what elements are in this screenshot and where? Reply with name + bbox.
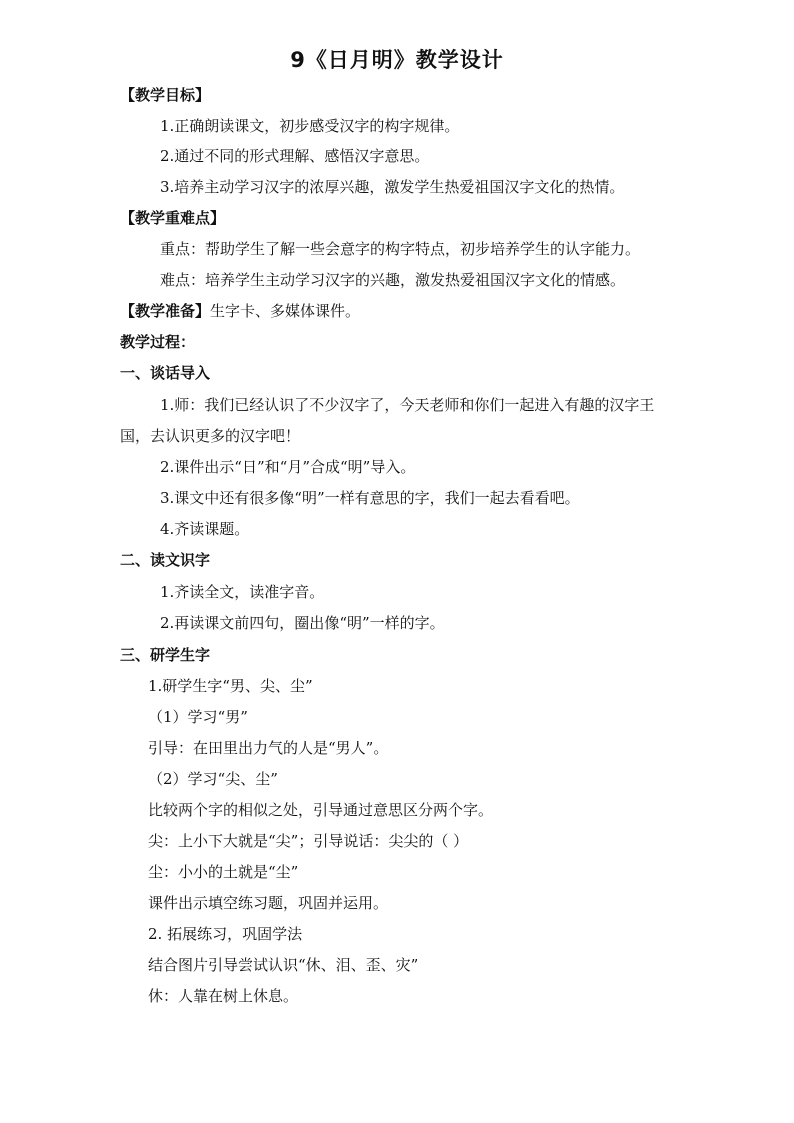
section3-item: （1）学习“男” xyxy=(148,708,248,726)
section3-item: 1.研学生字“男、尖、尘” xyxy=(148,677,313,695)
key-points-heading: 【教学重难点】 xyxy=(120,209,226,227)
objective-item: 2.通过不同的形式理解、感悟汉字意思。 xyxy=(160,147,430,165)
section1-item: 国，去认识更多的汉字吧！ xyxy=(120,427,301,445)
section3-heading: 三、研学生字 xyxy=(120,646,211,664)
page-title: 9《日月明》教学设计 xyxy=(290,48,504,72)
section1-item: 1.师：我们已经认识了不少汉字了，今天老师和你们一起进入有趣的汉字王 xyxy=(160,396,655,414)
objective-item: 3.培养主动学习汉字的浓厚兴趣，激发学生热爱祖国汉字文化的热情。 xyxy=(160,178,625,196)
section3-item: 尖：上小下大就是“尖”；引导说话：尖尖的（ ） xyxy=(148,832,469,850)
section3-item: 2. 拓展练习，巩固学法 xyxy=(148,925,303,943)
section3-item: 尘：小小的土就是“尘” xyxy=(148,863,299,881)
preparation-line xyxy=(120,301,360,321)
section1-heading: 一、谈话导入 xyxy=(120,364,211,382)
key-point-item: 难点：培养学生主动学习汉字的兴趣，激发热爱祖国汉字文化的情感。 xyxy=(160,271,626,289)
process-heading: 教学过程： xyxy=(120,333,196,351)
objective-item: 1.正确朗读课文，初步感受汉字的构字规律。 xyxy=(160,117,460,135)
section1-item: 3.课文中还有很多像“明”一样有意思的字，我们一起去看看吧。 xyxy=(160,489,580,507)
preparation-heading: 【教学准备】 xyxy=(120,302,211,320)
section3-item: 比较两个字的相似之处，引导通过意思区分两个字。 xyxy=(148,801,494,819)
section2-item: 2.再读课文前四句，圈出像“明”一样的字。 xyxy=(160,614,445,632)
section3-item: 休：人靠在树上休息。 xyxy=(148,987,299,1005)
section1-item: 2.课件出示“日”和“月”合成“明”导入。 xyxy=(160,458,416,476)
section3-item: 结合图片引导尝试认识“休、泪、歪、灾” xyxy=(148,956,419,974)
key-point-item: 重点：帮助学生了解一些会意字的构字特点，初步培养学生的认字能力。 xyxy=(160,240,641,258)
section1-item: 4.齐读课题。 xyxy=(160,520,250,538)
objectives-heading: 【教学目标】 xyxy=(120,86,211,104)
section2-heading: 二、读文识字 xyxy=(120,551,211,569)
section3-item: 课件出示填空练习题，巩固并运用。 xyxy=(148,894,389,912)
section3-item: （2）学习“尖、尘” xyxy=(148,770,278,788)
preparation-text: 生字卡、多媒体课件。 xyxy=(210,302,361,320)
section3-item: 引导：在田里出力气的人是“男人”。 xyxy=(148,739,389,757)
section2-item: 1.齐读全文，读准字音。 xyxy=(160,583,325,601)
